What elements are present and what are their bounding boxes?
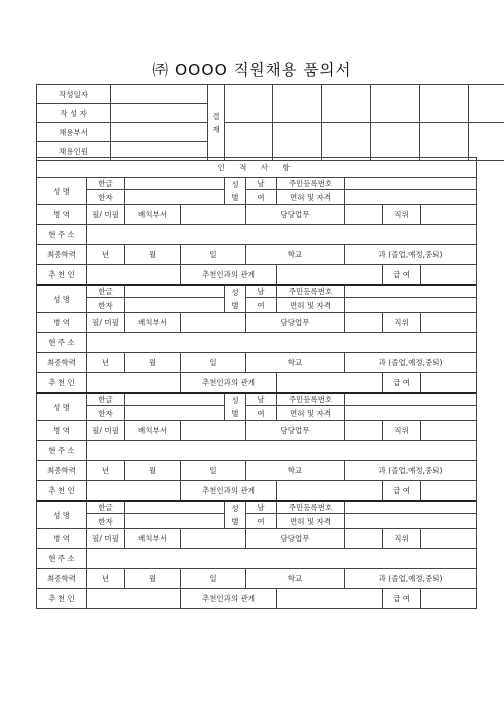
resident-no-label: 주민등록번호 <box>277 393 345 406</box>
relation-label: 추천인과의 관계 <box>181 265 277 286</box>
approval-label: 결 재 <box>208 85 225 161</box>
gender-label: 성 별 <box>225 178 246 205</box>
license-field[interactable] <box>345 298 477 313</box>
approval-box[interactable] <box>225 85 273 123</box>
duty-field[interactable] <box>345 421 383 441</box>
position-label: 직위 <box>383 529 421 549</box>
dept-field[interactable] <box>181 205 246 225</box>
resident-no-field[interactable] <box>345 501 477 514</box>
duty-label: 담당업무 <box>246 313 345 333</box>
recommender-field[interactable] <box>87 589 181 609</box>
salary-field[interactable] <box>421 589 477 609</box>
relation-field[interactable] <box>277 373 383 394</box>
salary-field[interactable] <box>421 481 477 502</box>
military-label: 병 역 <box>37 205 87 225</box>
approval-box[interactable] <box>420 85 469 123</box>
day-label: 일 <box>181 569 246 589</box>
approval-row-label: 작 성 자 <box>37 104 111 123</box>
salary-label: 급 여 <box>383 265 421 286</box>
relation-label: 추천인과의 관계 <box>181 589 277 609</box>
relation-field[interactable] <box>277 265 383 286</box>
male-option[interactable]: 남 <box>246 285 277 298</box>
hanja-name-field[interactable] <box>125 190 225 205</box>
approval-box[interactable] <box>322 85 371 123</box>
approval-row-label: 채용부서 <box>37 123 111 142</box>
dept-label: 배치부서 <box>125 313 181 333</box>
salary-label: 급 여 <box>383 589 421 609</box>
relation-field[interactable] <box>277 481 383 502</box>
recommender-label: 추 천 인 <box>37 373 87 394</box>
hanja-name-field[interactable] <box>125 406 225 421</box>
month-label: 월 <box>125 461 181 481</box>
school-label: 학교 <box>246 245 345 265</box>
resident-no-label: 주민등록번호 <box>277 178 345 190</box>
major-label: 과 (졸업,예정,중퇴) <box>345 569 477 589</box>
address-field[interactable] <box>87 549 477 569</box>
approval-box[interactable] <box>469 123 504 161</box>
salary-field[interactable] <box>421 373 477 394</box>
school-label: 학교 <box>246 461 345 481</box>
resident-no-label: 주민등록번호 <box>277 285 345 298</box>
approval-row-value[interactable] <box>111 85 208 104</box>
military-label: 병 역 <box>37 313 87 333</box>
name-label: 성 명 <box>37 501 87 529</box>
resident-no-field[interactable] <box>345 393 477 406</box>
relation-label: 추천인과의 관계 <box>181 481 277 502</box>
relation-label: 추천인과의 관계 <box>181 373 277 394</box>
hangul-name-field[interactable] <box>125 178 225 190</box>
personnel-table <box>36 157 477 609</box>
hanja-label: 한자 <box>87 514 125 529</box>
position-field[interactable] <box>421 313 477 333</box>
approval-box[interactable] <box>225 123 273 161</box>
recommender-field[interactable] <box>87 373 181 394</box>
salary-label: 급 여 <box>383 481 421 502</box>
resident-no-field[interactable] <box>345 178 477 190</box>
military-value[interactable]: 필/ 미필 <box>87 205 125 225</box>
male-option[interactable]: 남 <box>246 393 277 406</box>
salary-label: 급 여 <box>383 373 421 394</box>
approval-box[interactable] <box>371 85 420 123</box>
dept-label: 배치부서 <box>125 529 181 549</box>
recommender-field[interactable] <box>87 265 181 286</box>
approval-row-label: 채용인원 <box>37 142 111 161</box>
address-field[interactable] <box>87 333 477 353</box>
year-label: 년 <box>87 353 125 373</box>
section-header: 인 적 사 항 <box>37 158 477 178</box>
hangul-label: 한글 <box>87 178 125 190</box>
duty-field[interactable] <box>345 529 383 549</box>
license-label: 면허 및 자격 <box>277 298 345 313</box>
military-value[interactable]: 필/ 미필 <box>87 529 125 549</box>
resident-no-label: 주민등록번호 <box>277 501 345 514</box>
dept-field[interactable] <box>181 421 246 441</box>
year-label: 년 <box>87 569 125 589</box>
address-label: 현 주 소 <box>37 333 87 353</box>
major-label: 과 (졸업,예정,중퇴) <box>345 245 477 265</box>
dept-label: 배치부서 <box>125 421 181 441</box>
position-field[interactable] <box>421 529 477 549</box>
year-label: 년 <box>87 461 125 481</box>
male-option[interactable]: 남 <box>246 501 277 514</box>
duty-label: 담당업무 <box>246 421 345 441</box>
name-label: 성 명 <box>37 393 87 421</box>
hangul-name-field[interactable] <box>125 501 225 514</box>
school-label: 학교 <box>246 569 345 589</box>
month-label: 월 <box>125 353 181 373</box>
day-label: 일 <box>181 245 246 265</box>
approval-row-value[interactable] <box>111 123 208 142</box>
military-label: 병 역 <box>37 421 87 441</box>
education-label: 최종학력 <box>37 569 87 589</box>
dept-label: 배치부서 <box>125 205 181 225</box>
dept-field[interactable] <box>181 529 246 549</box>
gender-label: 성 별 <box>225 501 246 529</box>
major-label: 과 (졸업,예정,중퇴) <box>345 461 477 481</box>
day-label: 일 <box>181 353 246 373</box>
year-label: 년 <box>87 245 125 265</box>
address-field[interactable] <box>87 441 477 461</box>
female-option[interactable]: 여 <box>246 298 277 313</box>
approval-box[interactable] <box>273 123 322 161</box>
approval-box[interactable] <box>273 85 322 123</box>
approval-box[interactable] <box>420 123 469 161</box>
hangul-label: 한글 <box>87 393 125 406</box>
license-label: 면허 및 자격 <box>277 190 345 205</box>
education-label: 최종학력 <box>37 245 87 265</box>
month-label: 월 <box>125 245 181 265</box>
day-label: 일 <box>181 461 246 481</box>
address-label: 현 주 소 <box>37 441 87 461</box>
license-field[interactable] <box>345 190 477 205</box>
duty-field[interactable] <box>345 205 383 225</box>
education-label: 최종학력 <box>37 353 87 373</box>
education-label: 최종학력 <box>37 461 87 481</box>
document-title: ㈜ OOOO 직원채용 품의서 <box>152 61 352 79</box>
dept-field[interactable] <box>181 313 246 333</box>
license-label: 면허 및 자격 <box>277 406 345 421</box>
address-field[interactable] <box>87 225 477 245</box>
hangul-label: 한글 <box>87 501 125 514</box>
recommender-label: 추 천 인 <box>37 481 87 502</box>
position-label: 직위 <box>383 313 421 333</box>
hanja-label: 한자 <box>87 190 125 205</box>
approval-box[interactable] <box>469 85 504 123</box>
approval-table <box>36 84 504 161</box>
recommender-label: 추 천 인 <box>37 589 87 609</box>
gender-label: 성 별 <box>225 285 246 313</box>
name-label: 성 명 <box>37 285 87 313</box>
hanja-name-field[interactable] <box>125 298 225 313</box>
position-label: 직위 <box>383 421 421 441</box>
recommender-label: 추 천 인 <box>37 265 87 286</box>
license-field[interactable] <box>345 406 477 421</box>
hangul-name-field[interactable] <box>125 285 225 298</box>
relation-field[interactable] <box>277 589 383 609</box>
license-label: 면허 및 자격 <box>277 514 345 529</box>
military-value[interactable]: 필/ 미필 <box>87 421 125 441</box>
approval-box[interactable] <box>371 123 420 161</box>
hangul-name-field[interactable] <box>125 393 225 406</box>
gender-label: 성 별 <box>225 393 246 421</box>
recommender-field[interactable] <box>87 481 181 502</box>
male-option[interactable]: 남 <box>246 178 277 190</box>
salary-field[interactable] <box>421 265 477 286</box>
approval-row-label: 작성일자 <box>37 85 111 104</box>
position-field[interactable] <box>421 421 477 441</box>
duty-label: 담당업무 <box>246 529 345 549</box>
hangul-label: 한글 <box>87 285 125 298</box>
month-label: 월 <box>125 569 181 589</box>
approval-row-value[interactable] <box>111 104 208 123</box>
hanja-label: 한자 <box>87 406 125 421</box>
duty-label: 담당업무 <box>246 205 345 225</box>
position-field[interactable] <box>421 205 477 225</box>
position-label: 직위 <box>383 205 421 225</box>
resident-no-field[interactable] <box>345 285 477 298</box>
approval-box[interactable] <box>322 123 371 161</box>
female-option[interactable]: 여 <box>246 190 277 205</box>
license-field[interactable] <box>345 514 477 529</box>
duty-field[interactable] <box>345 313 383 333</box>
female-option[interactable]: 여 <box>246 406 277 421</box>
school-label: 학교 <box>246 353 345 373</box>
military-label: 병 역 <box>37 529 87 549</box>
address-label: 현 주 소 <box>37 225 87 245</box>
name-label: 성 명 <box>37 178 87 205</box>
hanja-name-field[interactable] <box>125 514 225 529</box>
major-label: 과 (졸업,예정,중퇴) <box>345 353 477 373</box>
address-label: 현 주 소 <box>37 549 87 569</box>
hanja-label: 한자 <box>87 298 125 313</box>
military-value[interactable]: 필/ 미필 <box>87 313 125 333</box>
female-option[interactable]: 여 <box>246 514 277 529</box>
